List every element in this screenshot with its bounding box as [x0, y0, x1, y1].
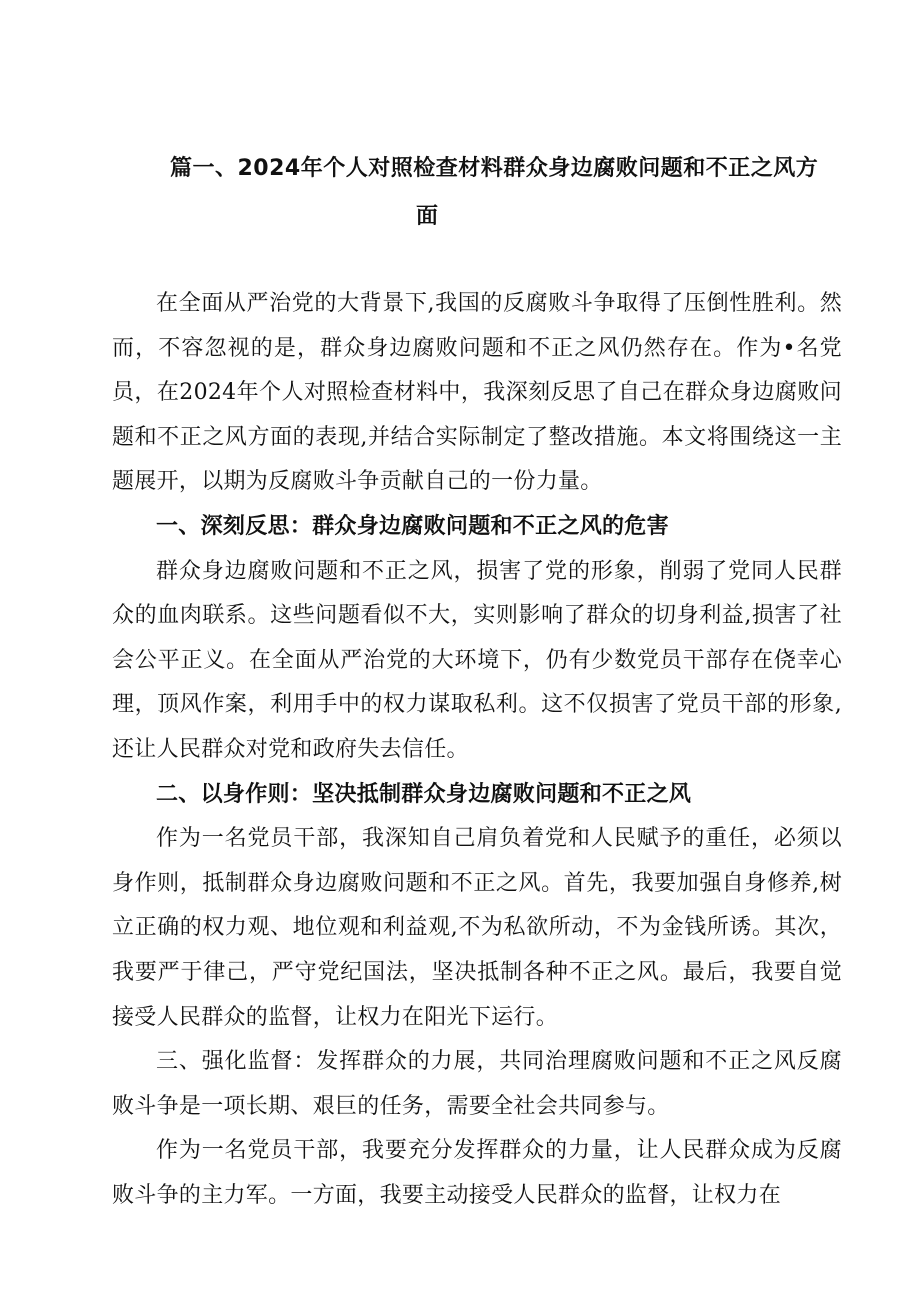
- paragraph-section-3: 作为一名党员干部，我要充分发挥群众的力量，让人民群众成为反腐败斗争的主力军。一方面，我要主动接受人民群众的监督，让权力在: [112, 1138, 842, 1208]
- paragraph-section-1: 群众身边腐败问题和不正之风，损害了党的形象，削弱了党同人民群众的血肉联系。这些问题看似不大，实则影响了群众的切身利益,损害了社会公平正义。在全面从严治党的大环境下，仍有少数党员干部存在侥幸心理，顶风作案，利用手中的权力谋取私利。这不仅损害了党员干部的形象,还让人民群众对党和政府失去信任。: [112, 558, 842, 762]
- title-line-1: 篇一、2024年个人对照检查材料群众身边腐败问题和不正之风方: [170, 156, 819, 181]
- paragraph-intro: 在全面从严治党的大背景下,我国的反腐败斗争取得了压倒性胜利。然而，不容忽视的是，群众身边腐败问题和不正之风仍然存在。作为•名党员，在2024年个人对照检查材料中，我深刻反思了自己在群众身边腐败问题和不正之风方面的表现,并结合实际制定了整改措施。本文将围绕这一主题展开，以期为反腐败斗争贡献自己的一份力量。: [112, 291, 842, 495]
- document-title: [160, 145, 840, 241]
- section-heading-2: 二、以身作则：坚决抵制群众身边腐败问题和不正之风: [156, 781, 692, 807]
- title-line-2: 面: [416, 204, 439, 229]
- section-heading-3: 三、强化监督：发挥群众的力展，共同治理腐败问题和不正之风反腐败斗争是一项长期、艰巨的任务，需要全社会共同参与。: [112, 1049, 842, 1119]
- section-heading-1: 一、深刻反思：群众身边腐败问题和不正之风的危害: [156, 513, 669, 539]
- paragraph-section-2: 作为一名党员干部，我深知自己肩负着党和人民赋予的重任，必须以身作则，抵制群众身边腐败问题和不正之风。首先，我要加强自身修养,树立正确的权力观、地位观和利益观,不为私欲所动，不为金钱所诱。其次，我要严于律己，严守党纪国法，坚决抵制各种不正之风。最后，我要自觉接受人民群众的监督，让权力在阳光下运行。: [112, 826, 842, 1030]
- document-body: [112, 282, 842, 1218]
